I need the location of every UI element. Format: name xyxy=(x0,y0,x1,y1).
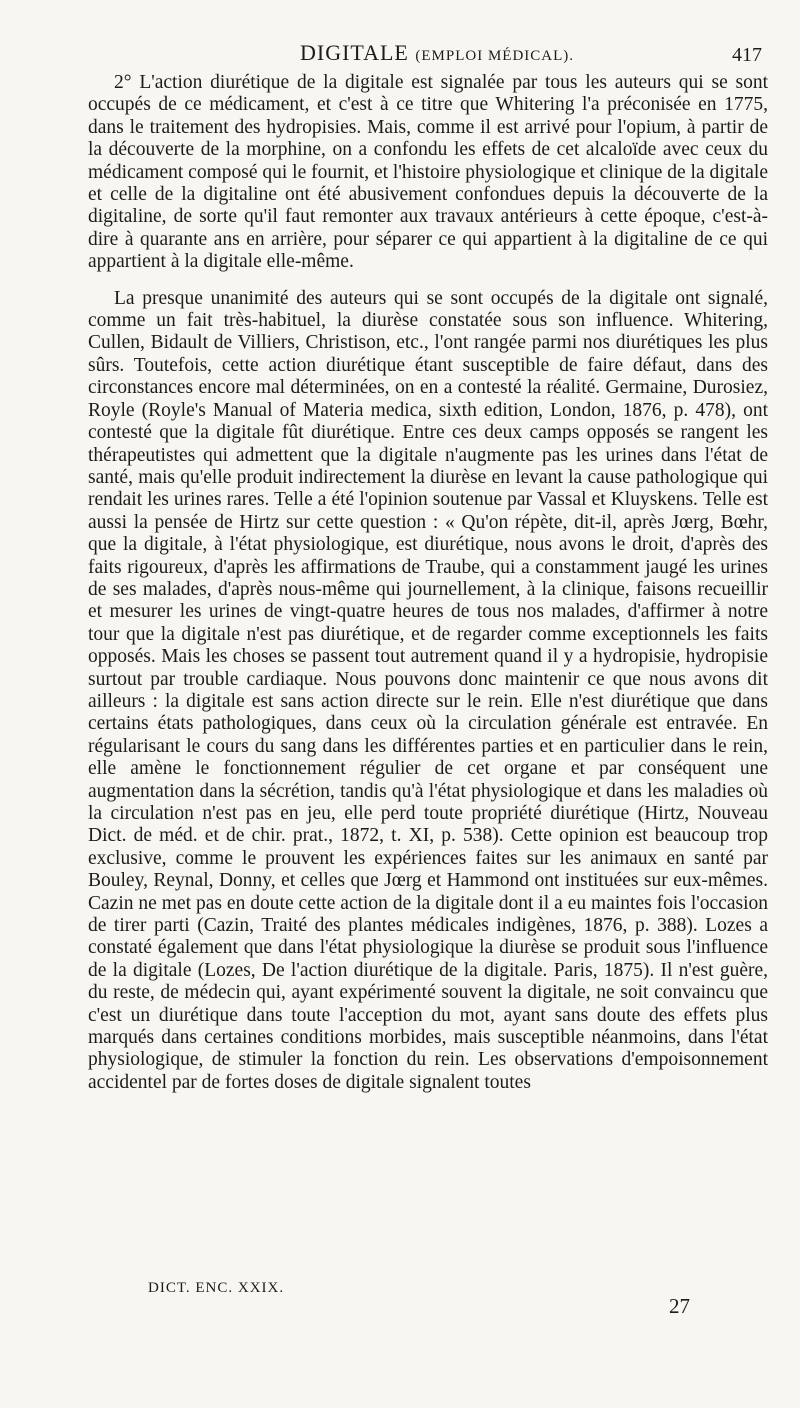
page-number: 417 xyxy=(732,44,762,66)
fold-number: 27 xyxy=(669,1294,690,1318)
header-title-block xyxy=(300,40,574,66)
signature-mark: DICT. ENC. XXIX. xyxy=(148,1280,285,1296)
body-text xyxy=(88,72,768,1094)
paragraph-1: 2° L'action diurétique de la digitale est signalée par tous les auteurs qui se sont occupés de ce médicament, et c'est à ce titre que Whitering l'a préconisée en 1775, dans le traitement des hydropisies. Mais, comme il est arrivé pour l'opium, à partir de la découverte de la morphine, on a confondu les effets de cet alcaloïde avec ceux du médicament composé qui le fournit, et l'histoire physiologique et clinique de la digitale et celle de la digitaline ont été abusivement confondues depuis la découverte de la digitaline, de sorte qu'il faut remonter aux travaux antérieurs à cette époque, c'est-à-dire à quarante ans en arrière, pour séparer ce qui appartient à la digitaline de ce qui appartient à la digitale elle-même. xyxy=(88,72,768,273)
paragraph-2: La presque unanimité des auteurs qui se sont occupés de la digitale ont signalé, comme un fait très-habituel, la diurèse constatée sous son influence. Whitering, Cullen, Bidault de Villiers, Christison, etc., l'ont rangée parmi nos diurétiques les plus sûrs. Toutefois, cette action diurétique étant susceptible de faire défaut, dans des circonstances encore mal déterminées, on en a contesté la réalité. Germaine, Durosiez, Royle (Royle's Manual of Materia medica, sixth edition, London, 1876, p. 478), ont contesté que la digitale fût diurétique. Entre ces deux camps opposés se rangent les thérapeutistes qui admettent que la digitale n'augmente pas les urines dans l'état de santé, mais qu'elle produit indirectement la diurèse en levant la cause pathologique qui rendait les urines rares. Telle a été l'opinion soutenue par Vassal et Kluyskens. Telle est aussi la pensée de Hirtz sur cette question : « Qu'on répète, dit-il, après Jœrg, Bœhr, que la digitale, à l'état physiologique, est diurétique, nous avons le droit, d'après des faits rigoureux, d'après les affirmations de Traube, qui a constamment jaugé les urines de ses malades, d'après nous-même qui journellement, à la clinique, faisons recueillir et mesurer les urines de vingt-quatre heures de tous nos malades, d'affirmer à notre tour que la digitale n'est pas diurétique, et de regarder comme exceptionnels les faits opposés. Mais les choses se passent tout autrement quand il y a hydropisie, hydropisie surtout par trouble cardiaque. Nous pouvons donc maintenir ce que nous avons dit ailleurs : la digitale est sans action directe sur le rein. Elle n'est diurétique que dans certains états pathologiques, dans ceux où la circulation générale est entravée. En régularisant le cours du sang dans les différentes parties et en particulier dans le rein, elle amène le fonctionnement régulier de cet organe et par conséquent une augmentation dans la sécrétion, tandis qu'à l'état physiologique et dans les maladies où la circulation n'est pas en jeu, elle perd toute propriété diurétique (Hirtz, Nouveau Dict. de méd. et de chir. prat., 1872, t. XI, p. 538). Cette opinion est beaucoup trop exclusive, comme le prouvent les expériences faites sur les animaux en santé par Bouley, Reynal, Donny, et celles que Jœrg et Hammond ont instituées sur eux-mêmes. Cazin ne met pas en doute cette action de la digitale dont il a eu maintes fois l'occasion de tirer parti (Cazin, Traité des plantes médicales indigènes, 1876, p. 388). Lozes a constaté également que dans l'état physiologique la diurèse se produit sous l'influence de la digitale (Lozes, De l'action diurétique de la digitale. Paris, 1875). Il n'est guère, du reste, de médecin qui, ayant expérimenté souvent la digitale, ne soit convaincu que c'est un diurétique dans toute l'acception du mot, ayant sans doute des effets plus marqués dans certaines conditions morbides, mais susceptible néanmoins, dans l'état physiologique, de stimuler la fonction du rein. Les observations d'empoisonnement accidentel par de fortes doses de digitale signalent toutes xyxy=(88,287,768,1093)
running-header xyxy=(60,30,770,74)
header-subtitle: (EMPLOI MÉDICAL). xyxy=(415,48,575,64)
header-title: DIGITALE xyxy=(300,40,409,65)
page-footer xyxy=(148,1280,708,1320)
